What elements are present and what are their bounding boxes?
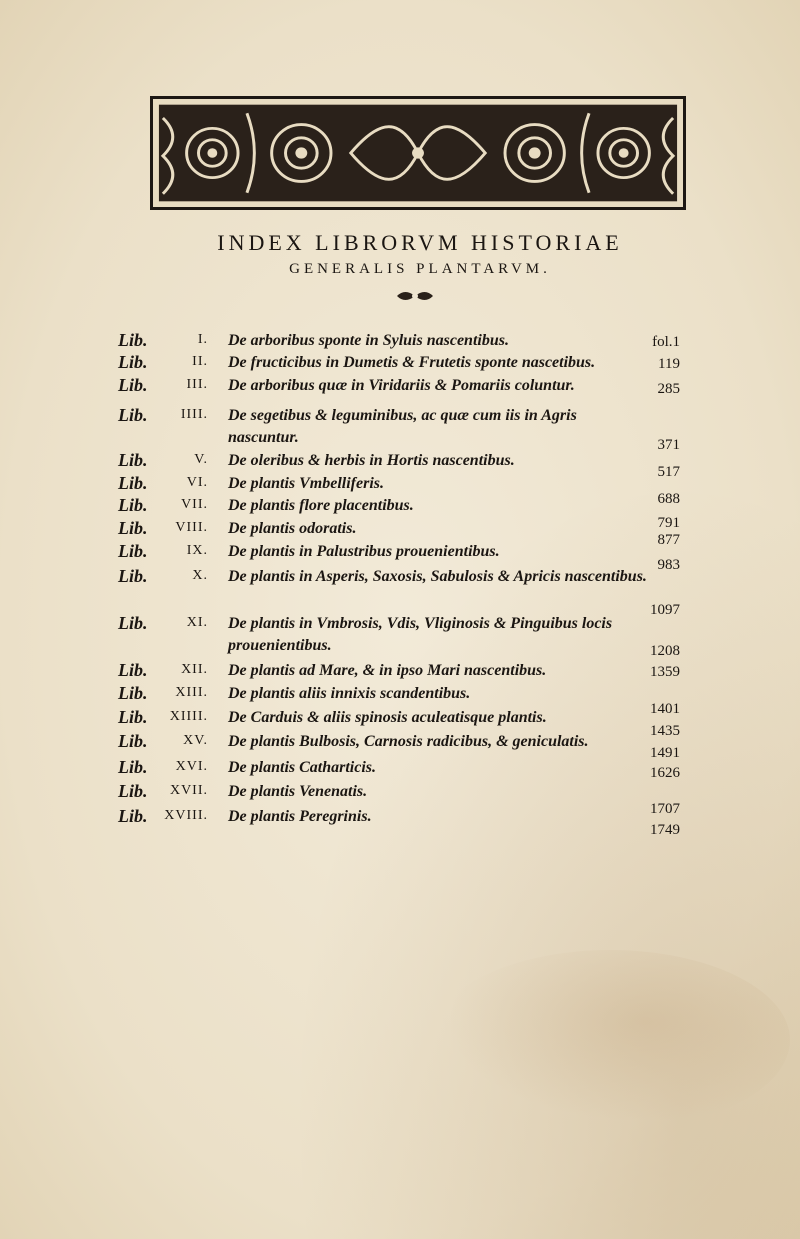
folio-number: 688 (657, 491, 680, 507)
book-description: De plantis odoratis. (228, 520, 357, 537)
book-number: XI. (186, 615, 208, 630)
book-number: X. (192, 568, 208, 583)
index-row (110, 660, 680, 684)
book-label: Lib. (118, 405, 148, 425)
index-row (110, 405, 680, 453)
book-label: Lib. (118, 683, 148, 703)
folio-number: 983 (657, 557, 680, 573)
folio-number: 371 (657, 437, 680, 453)
folio-number: 791 (657, 515, 680, 531)
book-number: XV. (183, 733, 208, 748)
book-label: Lib. (118, 352, 148, 372)
index-row (110, 541, 680, 573)
book-number: XVIII. (164, 808, 208, 823)
book-label: Lib. (118, 518, 148, 538)
folio-number: 1749 (650, 822, 680, 838)
index-row (110, 352, 680, 376)
book-label: Lib. (118, 731, 148, 751)
book-description: De plantis in Palustribus prouenientibus. (228, 543, 500, 560)
index-row (110, 757, 680, 781)
folio-number: 1435 (650, 723, 680, 739)
folio-number: 1491 (650, 745, 680, 761)
index-row (110, 450, 680, 480)
folio-number: 1707 (650, 801, 680, 817)
index-row (110, 330, 680, 354)
book-description: De fructicibus in Dumetis & Frutetis sponte nascetibus. (228, 354, 596, 371)
folio-number: 1097 (650, 602, 680, 618)
book-description: De plantis Vmbelliferis. (228, 475, 384, 492)
folio-number: 1626 (650, 765, 680, 781)
index-row (110, 375, 680, 399)
book-description: De segetibus & leguminibus, ac quæ cum iis in Agris nascuntur. (228, 407, 577, 446)
book-description: De plantis in Vmbrosis, Vdis, Vliginosis & Pinguibus locis prouenientibus. (228, 615, 613, 654)
index-row (110, 566, 680, 618)
book-number: XVI. (175, 759, 208, 774)
book-number: XVII. (169, 783, 208, 798)
book-label: Lib. (118, 707, 148, 727)
book-label: Lib. (118, 495, 148, 515)
book-description: De arboribus sponte in Syluis nascentibus. (228, 332, 509, 349)
book-description: De arboribus quæ in Viridariis & Pomariis coluntur. (228, 377, 575, 394)
index-subtitle: GENERALIS PLANTARVM. (289, 261, 551, 277)
index-title: INDEX LIBRORVM HISTORIAE (217, 230, 623, 255)
book-label: Lib. (118, 613, 148, 633)
book-description: De plantis aliis innixis scandentibus. (228, 685, 471, 702)
book-number: IX. (186, 543, 208, 558)
book-description: De plantis flore placentibus. (228, 497, 414, 514)
folio-number: 1401 (650, 701, 680, 717)
book-number: V. (194, 452, 208, 467)
book-label: Lib. (118, 473, 148, 493)
book-description: De oleribus & herbis in Hortis nascentibus. (228, 452, 515, 469)
book-label: Lib. (118, 450, 148, 470)
book-number: III. (186, 377, 208, 392)
book-number: IIII. (180, 407, 208, 422)
folio-number: 1208 (650, 643, 680, 659)
index-row (110, 613, 680, 659)
book-description: De plantis Venenatis. (228, 783, 368, 800)
book-description: De plantis in Asperis, Saxosis, Sabulosis & Apricis nascentibus. (228, 568, 647, 585)
book-number: VI. (186, 475, 208, 490)
book-label: Lib. (118, 330, 148, 350)
book-label: Lib. (118, 806, 148, 826)
folio-number: 119 (658, 356, 680, 372)
book-number: II. (192, 354, 208, 369)
book-description: De plantis Bulbosis, Carnosis radicibus, & geniculatis. (228, 733, 589, 750)
folio-number: 285 (657, 381, 680, 397)
book-number: XIII. (175, 685, 208, 700)
folio-number: 877 (657, 532, 680, 548)
book-label: Lib. (118, 541, 148, 561)
book-label: Lib. (118, 566, 148, 586)
book-number: VIII. (175, 520, 208, 535)
book-number: XII. (181, 662, 208, 677)
folio-number: 1359 (650, 664, 680, 680)
book-label: Lib. (118, 660, 148, 680)
book-description: De plantis Peregrinis. (228, 808, 372, 825)
folio-number: 517 (657, 464, 680, 480)
book-label: Lib. (118, 781, 148, 801)
book-description: De plantis ad Mare, & in ipso Mari nascentibus. (228, 662, 547, 679)
book-number: XIIII. (169, 709, 208, 724)
book-number: I. (197, 332, 208, 347)
book-number: VII. (181, 497, 208, 512)
book-description: De Carduis & aliis spinosis aculeatisque plantis. (228, 709, 547, 726)
book-label: Lib. (118, 757, 148, 777)
book-description: De plantis Catharticis. (228, 759, 377, 776)
book-label: Lib. (118, 375, 148, 395)
folio-number: fol.1 (652, 334, 680, 350)
